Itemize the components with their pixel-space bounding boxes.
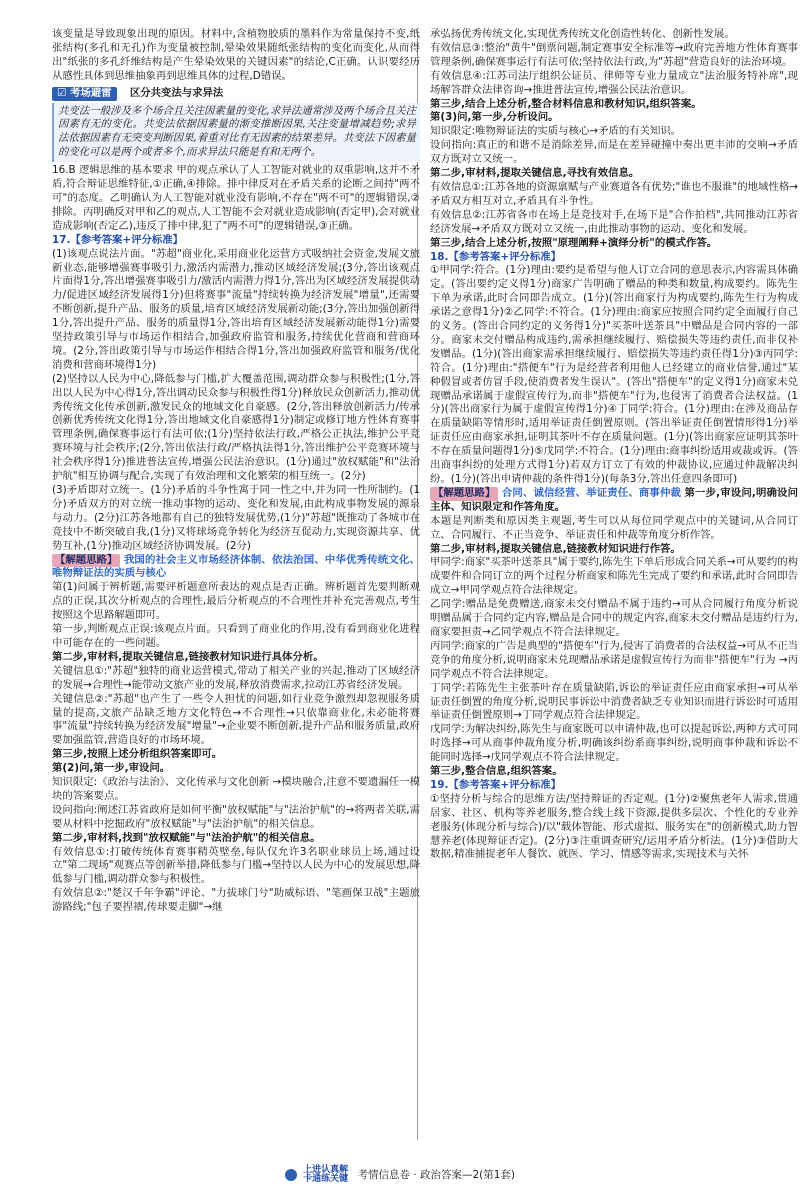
q3-step2: 第二步,审材料,提取关键信息,寻找有效信息。 <box>430 167 640 180</box>
solution-detail-18: 本题是判断类和原因类主观题,考生可以从每位同学观点中的关键词,从合同订立、合同履行、不正当竞争、举证责任和仲裁等角度分析作答。 <box>430 514 798 541</box>
continuation: 承弘扬优秀传统文化,实现优秀传统文化创造性转化、创新性发展。 <box>430 28 735 40</box>
effective-info-1b: 有效信息①:江苏各地的资源禀赋与产业赛道各有优势;"谁也不服谁"的地域性格→矛盾双方相互对立,矛盾具有斗争性。 <box>430 180 798 207</box>
logo-icon <box>285 1169 297 1181</box>
question-18-label: 18.【参考答案+评分标准】 <box>430 250 562 263</box>
question-19-label: 19.【参考答案+评分标准】 <box>430 778 562 791</box>
solution-step1-18: 第一步,审设问,明确设问主体、知识限定和作答角度。 <box>430 486 798 513</box>
solution-approach-18: 【解题思路】 合同、诚信经营、举证责任、商事仲裁 第一步,审设问,明确设问主体、知识限定和作答角度。 <box>430 486 798 513</box>
q2-step2: 第二步,审材料,找到"放权赋能"与"法治护航"的相关信息。 <box>52 831 321 844</box>
student-yi: 乙同学:赠品是免费赠送,商家未交付赠品不属于违约→可从合同履行角度分析说明赠品属于合同约定内容,赠品是合同中的规定内容,商家未交付赠品是违约行为,商家要担责→乙同学观点不符合法律规定。 <box>430 598 798 638</box>
student-ding: 丁同学:若陈先生主张茶叶存在质量缺陷,诉讼的举证责任应由商家承担→可从举证责任倒置的角度分析,说明民事诉讼中消费者缺乏专业知识而进行诉讼时可适用举证责任倒置原则→丁同学观点符合法律规定。 <box>430 681 798 722</box>
q3-direction: 设问指向:真正的和谐不是消除差异,而是在差异碰撞中奏出更丰沛的交响→矛盾双方既对立又统一。 <box>430 139 798 166</box>
step-1: 第一步,判断观点正误:该观点片面。只看到了商业化的作用,没有看到商业化进程中可能存在的一些问题。 <box>52 623 420 649</box>
step-3b: 第三步,结合上述分析,整合材料信息和教材知识,组织答案。 <box>430 97 702 110</box>
solution-topic-18: 合同、诚信经营、举证责任、商事仲裁 <box>501 486 682 499</box>
q19-answer: ①坚持分析与综合的思维方法/坚持辩证的否定观。(1分)②聚焦老年人需求,贯通居家、社区、机构等养老服务,整合线上线下资源,提供多层次、个性化的专业养老服务(体现分析与综合)/以"载体智能、形式虚拟、服务实在"的创新模式,助力智慧养老(体现辩证否定)。(2分)③注重调查研究/运用矛盾分析法。(1分)③借助大数据,精准捕捉老年人餐饮、就医、学习、情感等需求,实现技术与关怀 <box>430 792 798 861</box>
q2-head: 第(2)问,第一步,审设问。 <box>52 762 171 775</box>
effective-info-2b: 有效信息②:江苏省各市在场上是竞技对手,在场下是"合作拍档",共同推动江苏省经济发展→矛盾双方既对立又统一,由此推动事物的运动、变化和发展。 <box>430 208 798 235</box>
page-footer <box>0 1166 800 1184</box>
effective-info-3: 有效信息③:整治"黄牛"倒票问题,制定赛事安全标准等→政府完善地方性体育赛事管理条例,确保赛事运行有法可依;坚持依法行政,为"苏超"营造良好的法治环境。 <box>430 41 798 68</box>
solution-step3-18: 第三步,整合信息,组织答案。 <box>430 765 563 778</box>
logo-line-2: 卡通练关键 <box>303 1174 349 1184</box>
q3-knowledge: 知识限定:唯物辩证法的实质与核心→矛盾的有关知识。 <box>430 125 682 138</box>
step-2: 第二步,审材料,提取关键信息,链接教材知识进行具体分析。 <box>52 650 324 663</box>
student-jia: 甲同学:商家"买茶叶送茶具"属于要约,陈先生下单后形成合同关系→可从要约的构成要件和合同订立的两个过程分析商家和陈先生完成了要约和承诺,此时合同即告成立→甲同学观点符合法律规定。 <box>430 556 798 597</box>
student-bing: 丙同学:商家的广告是典型的"搭便车"行为,侵害了消费者的合法权益→可从不正当竞争的角度分析,说明商家未兑现赠品承诺是虚假宣传行为而非"搭便车"行为 →丙同学观点不符合法律规定。 <box>430 639 798 680</box>
q2-knowledge: 知识限定:《政治与法治》、文化传承与文化创新 →模块融合,注意不要遗漏任一模块的答案要点。 <box>52 776 420 802</box>
solution-approach: 【解题思路】 我国的社会主义市场经济体制、依法治国、中华优秀传统文化、唯物辩证法的实质与核心 <box>52 553 420 580</box>
q17-part2: (2)坚持以人民为中心,降低参与门槛,扩大覆盖范围,调动群众参与积极性;(1分,答出以人民为中心得1分,答出调动民众参与积极性得1分)释放民众创新活力,推动优秀传统文化传承创新,激发民众的地域文化自豪感。(2分,答出释放创新活力/传承创新优秀传统文化得1分,答出地域文化自豪感得1分)制定或修订地方性体育赛事管理条例,确保赛事运行有法可依;(1分)坚持依法行政,严格公正执法,维护公平竞赛环境与社会秩序;(2分,答出依法行政/严格执法得1分,答出维护公平竞赛环境与社会秩序得1分)推进普法宣传,增强公民法治意识。(1分)通过"放权赋能"和"法治护航"相互协调与配合,实现了有效治理和文化繁荣的相互统一。(2分) <box>52 372 420 483</box>
intro-paragraph: 该变量是导致现象出现的原因。材料中,含植物胶质的墨料作为常量保持不变,纸张结构(多孔和无孔)作为变量被控制,晕染效果随纸张结构的变化而变化,从而得出"纸张的多孔纤维结构是产生晕染效果的关键因素"的结论,C正确。认识要经历从感性具体到思维抽象再到思维具体的过程,D错误。 <box>52 28 420 82</box>
q3-step3: 第三步,结合上述分析,按照"原理阐释+演绎分析"的模式作答。 <box>430 236 718 249</box>
warning-section <box>52 87 420 163</box>
question-16: 16.B 逻辑思维的基本要求 甲的观点承认了人工智能对就业的双重影响,这并不矛盾,符合辩证思维特征,①正确,④排除。排中律反对在矛盾关系的论断之间持"两不可"的态度。乙明确认为人工智能对就业没有影响,不存在"两不可"的逻辑错误,②排除。丙明确反对甲和乙的观点,人工智能不会对就业造成影响(否定甲),会对就业造成影响(否定乙),违反了排中律,犯了"两不可"的逻辑错误,③正确。 <box>52 164 420 232</box>
effective-info-1: 有效信息①:打破传统体育赛事精英壁垒,每队仅允许3名职业球员上场,通过设立"第二现场"观赛点等创新举措,降低参与门槛→坚持以人民为中心的发展思想,降低参与门槛,调动群众参与积极性。 <box>52 845 420 886</box>
question-17-label: 17.【参考答案+评分标准】 <box>52 233 184 246</box>
left-column <box>52 28 420 915</box>
warning-heading: 区分共变法与求异法 <box>129 86 224 99</box>
q2-direction: 设问指向:阐述江苏省政府是如何平衡"放权赋能"与"法治护航"的→将两者关联,需要从材料中挖掘政府"放权赋能"与"法治护航"的相关信息。 <box>52 803 420 830</box>
solution-topic: 我国的社会主义市场经济体制、依法治国、中华优秀传统文化、唯物辩证法的实质与核心 <box>52 553 420 580</box>
q17-part1: (1)该观点说法片面。"苏超"商业化,采用商业化运营方式吸纳社会资金,发展文旅新业态,能够增强赛事吸引力,激活内需潜力,推动区域经济发展;(3分,答出该观点片面得1分,答出增强赛事吸引力/激活内需潜力得1分,答出为区域经济发展提供动力/促进区域经济发展得1分)但将赛事"流量"持续转换为经济发展"增量",还需要不断创新,提升产品、服务的质量,培育区域经济发展新动能;(3分,答出加强创新得1分,答出提升产品、服务的质量得1分,答出培育区域经济发展新动能得1分)需要坚持政策引导与市场运作相结合,加强政府监管和服务,持续优化营商和营商环境。(2分,答出政策引导与市场运作相结合得1分,答出加强政府监管和服务/优化消费和营商环境得1分) <box>52 247 420 371</box>
logo-line-1: 上进认真解 <box>303 1165 349 1175</box>
warning-body: 共变法一般涉及多个场合且关注因素量的变化,求异法通常涉及两个场合且关注因素有无的变化。共变法依据因素量的渐变推断因果,关注变量增减趋势;求异法依据因素有无突变判断因果,着重对比有无因素的结果差异。共变法下因素量的变化可以是两个或者多个,而求异法只能是有和无两个。 <box>52 103 420 163</box>
key-info-1: 关键信息①:"苏超"独特的商业运营模式,带动了相关产业的兴起,推动了区域经济的发展→合理性→能带动文旅产业的发展,释放消费需求,拉动江苏省经济发展。 <box>52 664 420 691</box>
warning-title: ☑ 考场避雷 <box>52 87 117 101</box>
q3-head: 第(3)问,第一步,分析设问。 <box>430 111 559 124</box>
publisher-logo <box>285 1166 348 1184</box>
footer-text: 考情信息卷 · 政治答案—2(第1套) <box>357 1169 516 1181</box>
q18-answer: ①甲同学:符合。(1分)理由:要约是希望与他人订立合同的意思表示,内容需具体确定。(答出要约定义得1分)商家广告明确了赠品的种类和数量,构成要约。陈先生下单为承诺,此时合同即告成立。(1分)(答出商家行为构成要约,陈先生行为构成承诺之意得1分)②乙同学:不符合。(1分)理由:商家应按照合同约定全面履行自己的义务。(答出合同约定的义务得1分)"买茶叶送茶具"中赠品是合同内容的一部分。商家未交付赠品构成违约,需承担继续履行、赔偿损失等违约责任,而非仅补发赠品。(1分)(答出商家需承担继续履行、赔偿损失等违约责任得1分)③丙同学:符合。(1分)理由:"搭便车"行为是经营者利用他人已经建立的商业信誉,通过"某种假冒或者仿冒手段,使消费者发生误认"。(答出"搭便车"的定义得1分)商家未兑现赠品承诺属于虚假宣传行为,而非"搭便车"行为,也侵害了消费者合法权益。(1分)(答出商家行为属于虚假宣传得1分)④丁同学:符合。(1分)理由:在涉及商品存在质量缺陷等情形时,适用举证责任倒置原则。(答出举证责任倒置情形得1分)举证责任应由商家承担,证明其茶叶不存在质量问题。(1分)(答出商家应证明其茶叶不存在质量问题得1分)⑤戊同学:不符合。(1分)理由:商事纠纷适用或裁或诉。(答出商事纠纷的处理方式得1分)若双方订立了有效的仲裁协议,应通过仲裁解决纠纷。(1分)(答出申请仲裁的条件得1分)(每条3分,答出任意四条即可) <box>430 264 798 485</box>
q17-part3: (3)矛盾即对立统一。(1分)矛盾的斗争性寓于同一性之中,并为同一性所制约。(1分)矛盾双方的对立统一推动事物的运动、变化和发展,由此构成事物发展的源泉与动力。(2分)江苏各地都有自己的独特发展优势,(1分)"苏超"既推动了各城市在竞技中不断突破自我,(1分)又将球场竞争转化为经济互促动力,实现资源共享、优势互补,(1分)推动区域经济协调发展。(2分) <box>52 484 420 552</box>
key-info-2: 关键信息②:"苏超"也产生了一些令人担忧的问题,如行业竞争激烈却忽视服务质量的提高,文旅产品缺乏地方文化特色→不合理性→只依靠商业化,未必能将赛事"流量"持续转换为经济发展"增量"→企业要不断创新,提升产品和服务质量,政府要加强监管,营造良好的市场环境。 <box>52 692 420 747</box>
student-wu: 戊同学:为解决纠纷,陈先生与商家既可以申请仲裁,也可以提起诉讼,两种方式可同时选择→可从商事仲裁角度分析,明确该纠纷系商事纠纷,说明商事仲裁和诉讼不能同时选择→戊同学观点不符合法律规定。 <box>430 723 798 764</box>
effective-info-2: 有效信息②:"楚汉千年争霸"评论、"力拔球门兮"助威标语、"笔画保卫战"主题旅游路线;"包子要捏褶,传球要走脚"→继 <box>52 887 420 914</box>
right-column <box>430 28 798 862</box>
solution-step2-18: 第二步,审材料,提取关键信息,链接教材知识进行作答。 <box>430 542 681 555</box>
effective-info-4: 有效信息④:江苏司法厅组织公证员、律师等专业力量成立"法治服务特补席",现场解答群众法律咨询→推进普法宣传,增强公民法治意识。 <box>430 69 798 96</box>
solution-body: 第(1)问属于辨析题,需要评析题意所表达的观点是否正确。辨析题首先要判断观点的正误,其次分析观点的合理性,最后分析观点的不合理性并补充完善观点,考生按照这个思路解题即可。 <box>52 581 420 622</box>
step-3: 第三步,按照上述分析组织答案即可。 <box>52 748 223 761</box>
